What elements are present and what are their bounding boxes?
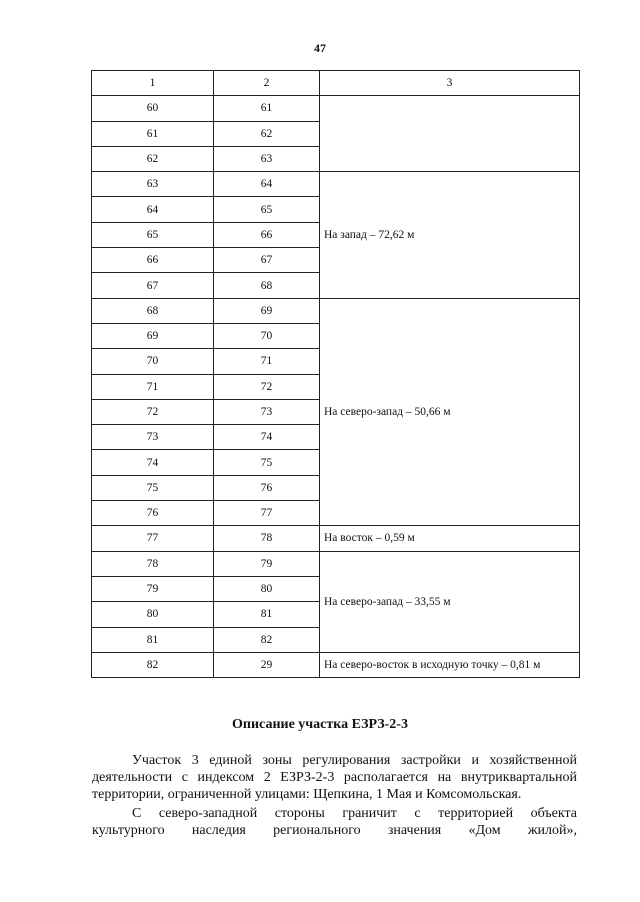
direction-description: [320, 96, 580, 172]
point-from: 77: [92, 526, 214, 551]
point-to: 73: [214, 399, 320, 424]
point-to: 61: [214, 96, 320, 121]
point-to: 71: [214, 349, 320, 374]
point-to: 62: [214, 121, 320, 146]
point-from: 72: [92, 399, 214, 424]
paragraph-1: [92, 752, 577, 803]
paragraph-2-line-1: С северо-западной стороны граничит с территорией объекта: [132, 806, 577, 821]
point-from: 61: [92, 121, 214, 146]
paragraph-2: [92, 805, 577, 839]
point-from: 62: [92, 146, 214, 171]
point-from: 73: [92, 425, 214, 450]
point-from: 60: [92, 96, 214, 121]
table-row: [92, 526, 580, 551]
table-row: [92, 96, 580, 121]
point-to: 79: [214, 551, 320, 576]
paragraph-1-line-1: Участок 3 единой зоны регулирования застройки и хозяйственной: [132, 753, 577, 768]
table-row: [92, 172, 580, 197]
point-from: 65: [92, 222, 214, 247]
section-title: Описание участка ЕЗРЗ-2-3: [232, 717, 408, 732]
point-to: 29: [214, 652, 320, 677]
table-header-row: [92, 71, 580, 96]
point-from: 71: [92, 374, 214, 399]
direction-description: На северо-запад – 50,66 м: [320, 298, 580, 526]
paragraph-1-line-3: территории, ограниченной улицами: Щепкина, 1 Мая и Комсомольская.: [92, 787, 522, 802]
direction-description: На восток – 0,59 м: [320, 526, 580, 551]
column-header-3: 3: [320, 71, 580, 96]
column-header-2: 2: [214, 71, 320, 96]
point-from: 66: [92, 248, 214, 273]
point-from: 75: [92, 475, 214, 500]
point-to: 72: [214, 374, 320, 399]
point-to: 68: [214, 273, 320, 298]
point-to: 65: [214, 197, 320, 222]
point-from: 64: [92, 197, 214, 222]
table-row: [92, 298, 580, 323]
point-from: 81: [92, 627, 214, 652]
point-to: 78: [214, 526, 320, 551]
point-from: 67: [92, 273, 214, 298]
direction-description: На северо-восток в исходную точку – 0,81 м: [320, 652, 580, 677]
table-row: [92, 652, 580, 677]
point-from: 74: [92, 450, 214, 475]
point-to: 69: [214, 298, 320, 323]
point-to: 82: [214, 627, 320, 652]
point-to: 80: [214, 576, 320, 601]
point-from: 79: [92, 576, 214, 601]
point-to: 70: [214, 323, 320, 348]
point-from: 76: [92, 501, 214, 526]
column-header-1: 1: [92, 71, 214, 96]
point-from: 80: [92, 602, 214, 627]
point-to: 63: [214, 146, 320, 171]
point-to: 76: [214, 475, 320, 500]
point-to: 67: [214, 248, 320, 273]
direction-description: На северо-запад – 33,55 м: [320, 551, 580, 652]
boundary-table: [91, 70, 580, 678]
direction-description: На запад – 72,62 м: [320, 172, 580, 298]
point-from: 82: [92, 652, 214, 677]
point-to: 66: [214, 222, 320, 247]
point-to: 75: [214, 450, 320, 475]
page-number: 47: [314, 41, 326, 55]
point-from: 69: [92, 323, 214, 348]
point-from: 78: [92, 551, 214, 576]
point-to: 74: [214, 425, 320, 450]
point-to: 64: [214, 172, 320, 197]
paragraph-1-line-2: деятельности с индексом 2 ЕЗРЗ-2-3 располагается на внутриквартальной: [92, 770, 577, 785]
point-from: 68: [92, 298, 214, 323]
point-to: 81: [214, 602, 320, 627]
table-row: [92, 551, 580, 576]
paragraph-2-line-2: культурного наследия регионального значения «Дом жилой»,: [92, 823, 577, 838]
point-from: 70: [92, 349, 214, 374]
point-from: 63: [92, 172, 214, 197]
point-to: 77: [214, 501, 320, 526]
